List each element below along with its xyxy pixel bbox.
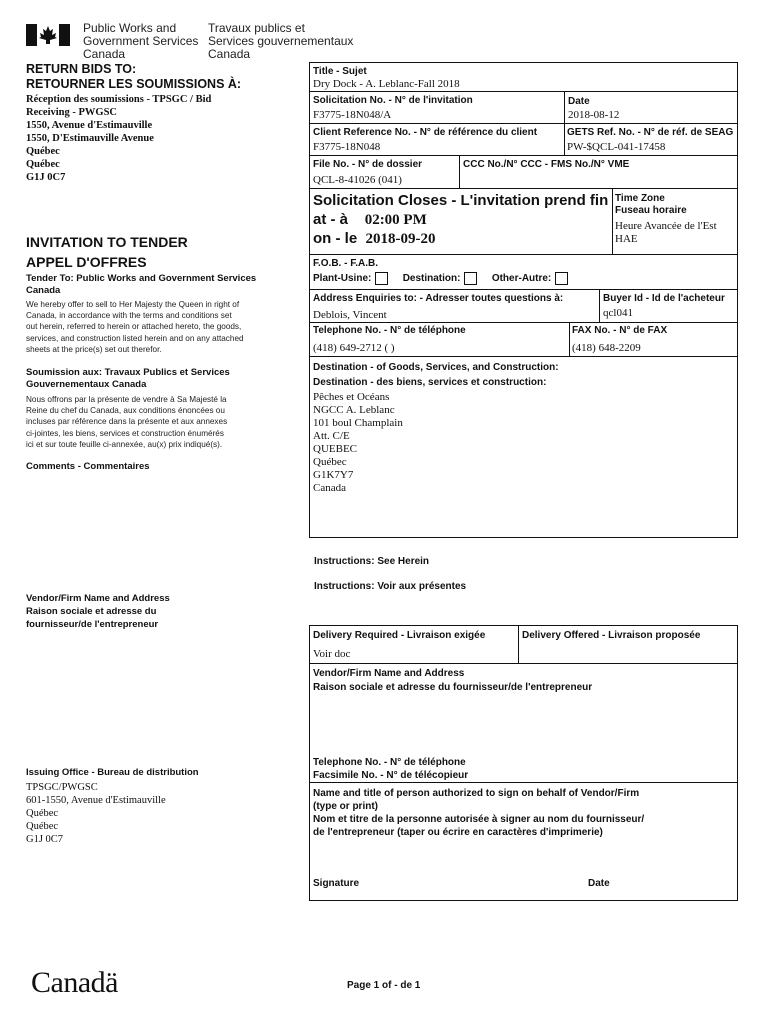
closes-on-row: on - le 2018-09-20	[313, 230, 436, 247]
client-ref-label: Client Reference No. - N° de référence du client	[313, 127, 538, 138]
vendor-label: Vendor/Firm Name and Address Raison sociale et adresse du fournisseur/de l'entrepreneur	[313, 668, 593, 693]
signature-date-label: Date	[588, 878, 610, 889]
offer-text-fr: Nous offrons par la présente de vendre à Sa Majesté la Reine du chef du Canada, aux conditions énoncées ou incluses par référence dans la présente et aux annexes ci-jointes, les biens, services et construction énumérés ici et sur toute feuille ci-annexée, au(x) prix indiqué(s).	[26, 395, 228, 449]
delivery-offered-label: Delivery Offered - Livraison proposée	[522, 630, 701, 641]
invitation-title: INVITATION TO TENDER APPEL D'OFFRES	[26, 234, 188, 270]
signature-label: Signature	[313, 878, 360, 889]
vendor-phone-label: Telephone No. - N° de téléphone Facsimile No. - N° de télécopieur	[313, 757, 469, 781]
date-label: Date	[568, 96, 590, 107]
other-checkbox[interactable]	[555, 272, 568, 285]
vendor-left-label: Vendor/Firm Name and Address Raison sociale et adresse du fournisseur/de l'entrepreneur	[26, 593, 170, 630]
closes-at-row: at - à 02:00 PM	[313, 211, 427, 228]
plant-checkbox[interactable]	[375, 272, 388, 285]
phone-value: (418) 649-2712 ( )	[313, 342, 395, 354]
issuing-office-label: Issuing Office - Bureau de distribution	[26, 767, 199, 778]
buyer-value: qcl041	[603, 307, 633, 319]
canada-flag-logo	[26, 24, 70, 46]
solicitation-value: F3775-18N048/A	[313, 109, 392, 121]
return-bids-title: RETURN BIDS TO: RETOURNER LES SOUMISSIONS À:	[26, 62, 242, 91]
enquiries-value: Deblois, Vincent	[313, 309, 387, 321]
destination-checkbox[interactable]	[464, 272, 477, 285]
tender-to: Tender To: Public Works and Government Services Canada	[26, 273, 257, 296]
delivery-required-label: Delivery Required - Livraison exigée	[313, 630, 486, 641]
phone-label: Telephone No. - N° de téléphone	[313, 325, 466, 336]
fax-value: (418) 648-2209	[572, 342, 641, 354]
ccc-label: CCC No./N° CCC - FMS No./N° VME	[463, 159, 630, 170]
closes-label: Solicitation Closes - L'invitation prend fin	[313, 192, 609, 209]
comments-label: Comments - Commentaires	[26, 461, 150, 472]
delivery-required-value: Voir doc	[313, 648, 351, 660]
instructions-fr: Instructions: Voir aux présentes	[314, 581, 467, 592]
solicitation-label: Solicitation No. - N° de l'invitation	[313, 95, 473, 106]
destination-address: Pêches et Océans NGCC A. Leblanc 101 boul Champlain Att. C/E QUEBEC Québec G1K7Y7 Canada	[313, 391, 403, 494]
return-bids-address: Réception des soumissions - TPSGC / Bid Receiving - PWGSC 1550, Avenue d'Estimauville 1550, D'Estimauville Avenue Québec Québec G1J 0C7	[26, 94, 212, 183]
buyer-label: Buyer Id - Id de l'acheteur	[603, 293, 725, 304]
department-name-fr: Travaux publics et Services gouvernementaux Canada	[208, 21, 354, 61]
canada-wordmark: Canadä	[31, 966, 118, 999]
page-number: Page 1 of - de 1	[347, 980, 421, 991]
submission-fr: Soumission aux: Travaux Publics et Services Gouvernementaux Canada	[26, 367, 230, 390]
instructions-en: Instructions: See Herein	[314, 556, 430, 567]
fob-label: F.O.B. - F.A.B.	[313, 258, 378, 269]
offer-text-en: We hereby offer to sell to Her Majesty the Queen in right of Canada, in accordance with the terms and conditions set out herein, referred to herein or attached hereto, the goods, services, and construction listed herein and on any attached sheets at the price(s) set out therefor.	[26, 300, 244, 354]
destination-goods-label: Destination - of Goods, Services, and Construction: Destination - des biens, services et construction:	[313, 362, 559, 388]
gets-value: PW-$QCL-041-17458	[567, 141, 666, 153]
title-label: Title - Sujet	[313, 66, 367, 77]
file-no-label: File No. - N° de dossier	[313, 159, 423, 170]
enquiries-label: Address Enquiries to: - Adresser toutes questions à:	[313, 293, 564, 304]
fob-options: Plant-Usine: Destination: Other-Autre:	[313, 272, 574, 285]
issuing-office-address: TPSGC/PWGSC 601-1550, Avenue d'Estimauville Québec Québec G1J 0C7	[26, 782, 166, 845]
fax-label: FAX No. - N° de FAX	[572, 325, 668, 336]
gets-label: GETS Ref. No. - N° de réf. de SEAG	[567, 127, 734, 138]
client-ref-value: F3775-18N048	[313, 141, 381, 153]
authorized-person-label: Name and title of person authorized to sign on behalf of Vendor/Firm (type or print) Nom et titre de la personne autorisée à signer au nom du fournisseur/ de l'entrepreneur (taper ou écrire en caractères d'imprimerie)	[313, 788, 645, 838]
file-no-value: QCL-8-41026 (041)	[313, 174, 402, 186]
title-value: Dry Dock - A. Leblanc-Fall 2018	[313, 78, 460, 90]
time-zone-label: Time Zone Fuseau horaire	[615, 193, 687, 216]
department-name-en: Public Works and Government Services Canada	[83, 21, 199, 61]
time-zone-value: Heure Avancée de l'Est HAE	[615, 220, 717, 245]
date-value: 2018-08-12	[568, 109, 620, 121]
